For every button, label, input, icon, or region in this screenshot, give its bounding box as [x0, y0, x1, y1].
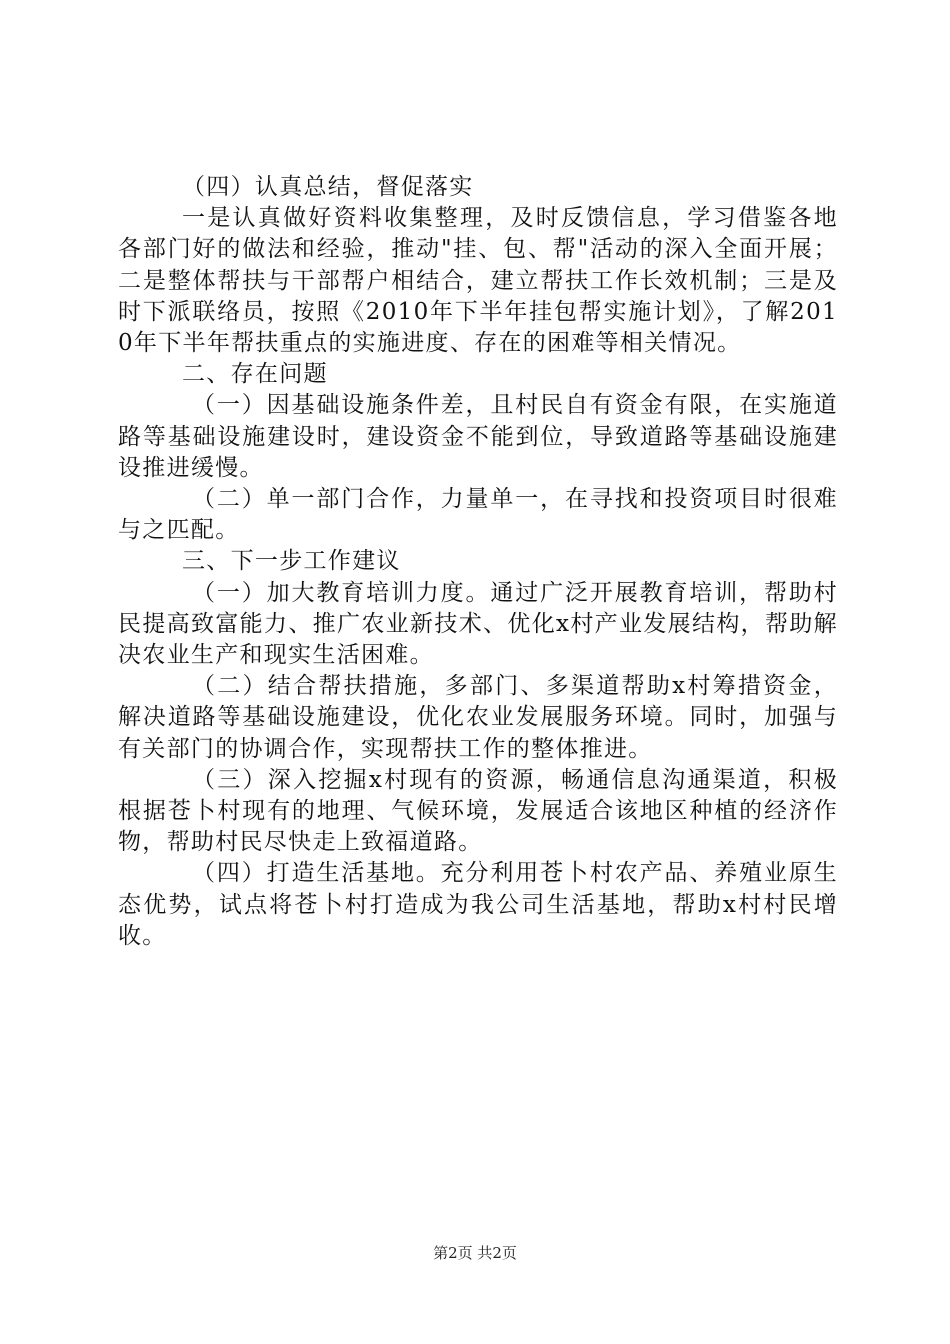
paragraph-summary-body: 一是认真做好资料收集整理，及时反馈信息，学习借鉴各地各部门好的做法和经验，推动"挂、包、帮"活动的深入全面开展；二是整体帮扶与干部帮户相结合，建立帮扶工作长效机制；三是及时下派联络员，按照《2010年下半年挂包帮实施计划》，了解2010年下半年帮扶重点的实施进度、存在的困难等相关情况。 [118, 205, 838, 357]
paragraph-suggestion-1: （一）加大教育培训力度。通过广泛开展教育培训，帮助村民提高致富能力、推广农业新技术、优化x村产业发展结构，帮助解决农业生产和现实生活困难。 [118, 579, 838, 669]
section-heading-summary: （四）认真总结，督促落实 [182, 174, 474, 200]
paragraph-suggestion-3: （三）深入挖掘x村现有的资源，畅通信息沟通渠道，积极根据苍卜村现有的地理、气候环境，发展适合该地区种植的经济作物，帮助村民尽快走上致福道路。 [118, 766, 838, 856]
paragraph-problem-1: （一）因基础设施条件差，且村民自有资金有限，在实施道路等基础设施建设时，建设资金不能到位，导致道路等基础设施建设推进缓慢。 [118, 392, 838, 481]
page-footer: 第2页 共2页 [433, 1244, 517, 1262]
paragraph-problem-2: （二）单一部门合作，力量单一，在寻找和投资项目时很难与之匹配。 [118, 486, 838, 544]
paragraph-suggestion-4: （四）打造生活基地。充分利用苍卜村农产品、养殖业原生态优势，试点将苍卜村打造成为我公司生活基地，帮助x村村民增收。 [118, 860, 838, 949]
document-body [118, 172, 838, 952]
section-heading-problems: 二、存在问题 [182, 361, 328, 388]
section-heading-suggestions: 三、下一步工作建议 [182, 548, 401, 575]
paragraph-suggestion-2: （二）结合帮扶措施，多部门、多渠道帮助x村筹措资金，解决道路等基础设施建设，优化农业发展服务环境。同时，加强与有关部门的协调合作，实现帮扶工作的整体推进。 [118, 673, 838, 762]
